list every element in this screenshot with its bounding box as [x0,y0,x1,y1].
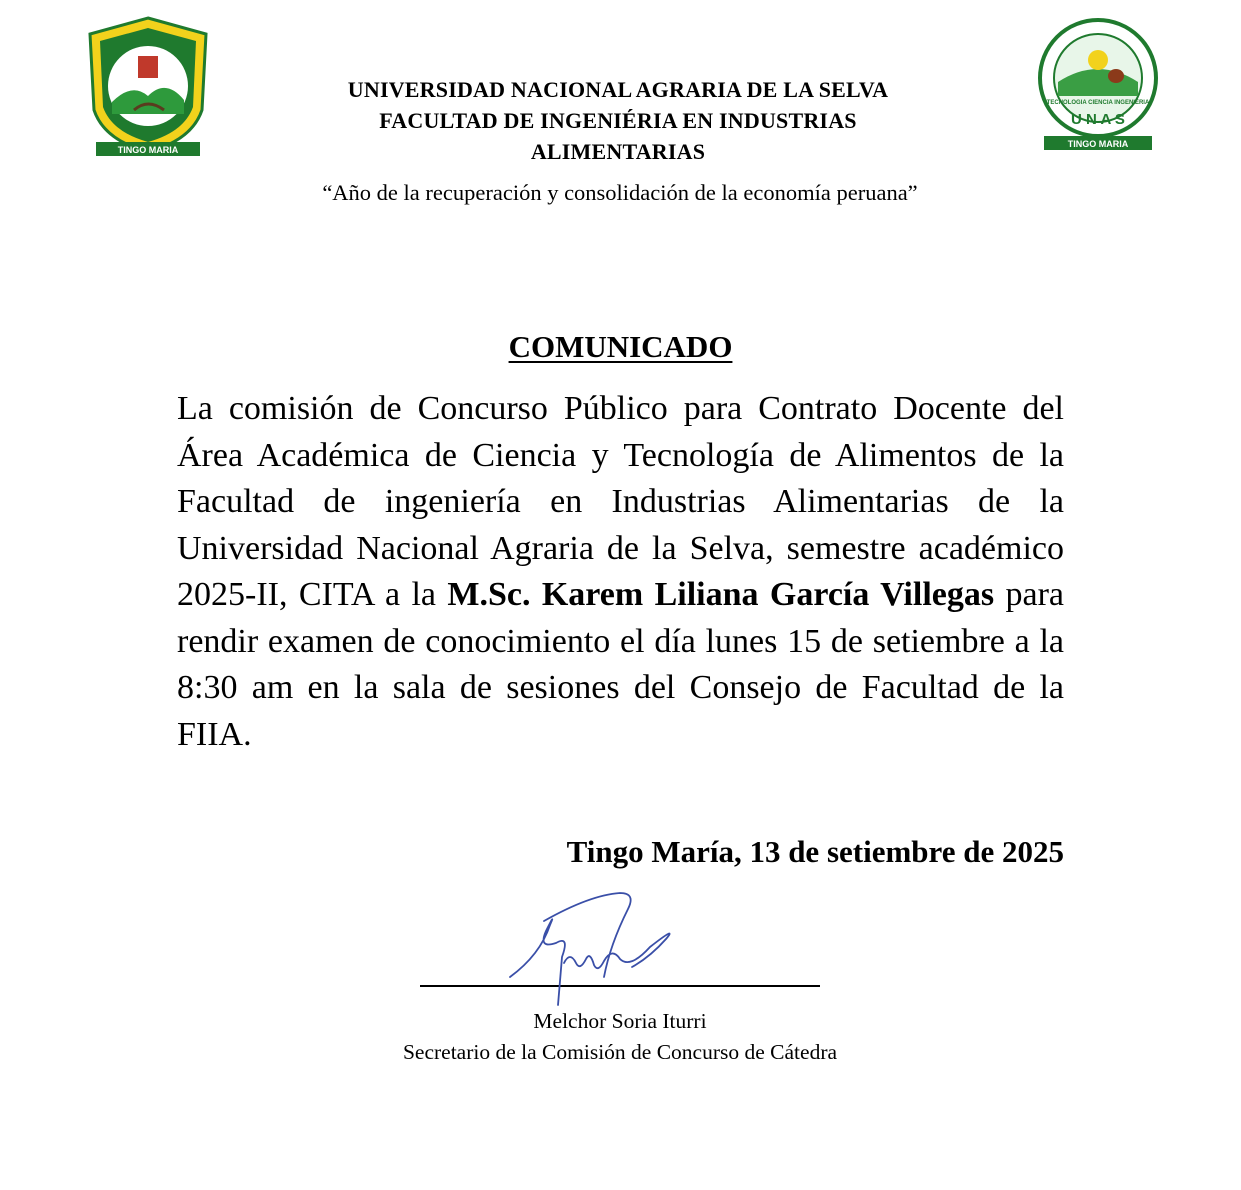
communique-body [177,386,1064,758]
candidate-name: M.Sc. Karem Liliana García Villegas [447,576,995,613]
faculty-seal-logo [1026,16,1170,156]
body-part1: La comisión de Concurso Público para Contrato Docente del Área Académica de Ciencia y Tecnología de Alimentos de la Facultad de ingeniería en Industrias Alimentarias de la Universidad Nacional Agraria de la Selva, semestre académico 2025-II, CITA a la [177,390,1064,613]
page-title [0,329,1241,365]
signer-role: Secretario de la Comisión de Concurso de Cátedra [402,1040,838,1064]
right-logo-ribbon: TINGO MARIA [1067,139,1129,149]
document-date: Tingo María, 13 de setiembre de 2025 [566,834,1064,869]
faculty-name-line2: ALIMENTARIAS [530,139,706,164]
faculty-name-line1: FACULTAD DE INGENIÉRIA EN INDUSTRIAS [379,108,857,133]
body-part2: para rendir examen de conocimiento el día lunes 15 de setiembre a la 8:30 am en la sala de sesiones del Consejo de Facultad de la FIIA. [177,576,1064,753]
university-name: UNIVERSIDAD NACIONAL AGRARIA DE LA SELVA [347,77,889,102]
left-logo-ribbon: TINGO MARIA [117,145,179,155]
right-logo-motto: TECNOLOGIA CIENCIA INGENIERIA [1046,100,1150,106]
right-logo-acronym: U N A S [1071,111,1125,128]
document-header [290,74,946,167]
title-text: COMUNICADO [508,329,733,364]
signer-name: Melchor Soria Iturri [533,1009,707,1033]
year-motto: “Año de la recuperación y consolidación de la economía peruana” [322,180,918,205]
handwritten-signature-icon [500,885,690,1020]
university-shield-logo [82,14,214,160]
